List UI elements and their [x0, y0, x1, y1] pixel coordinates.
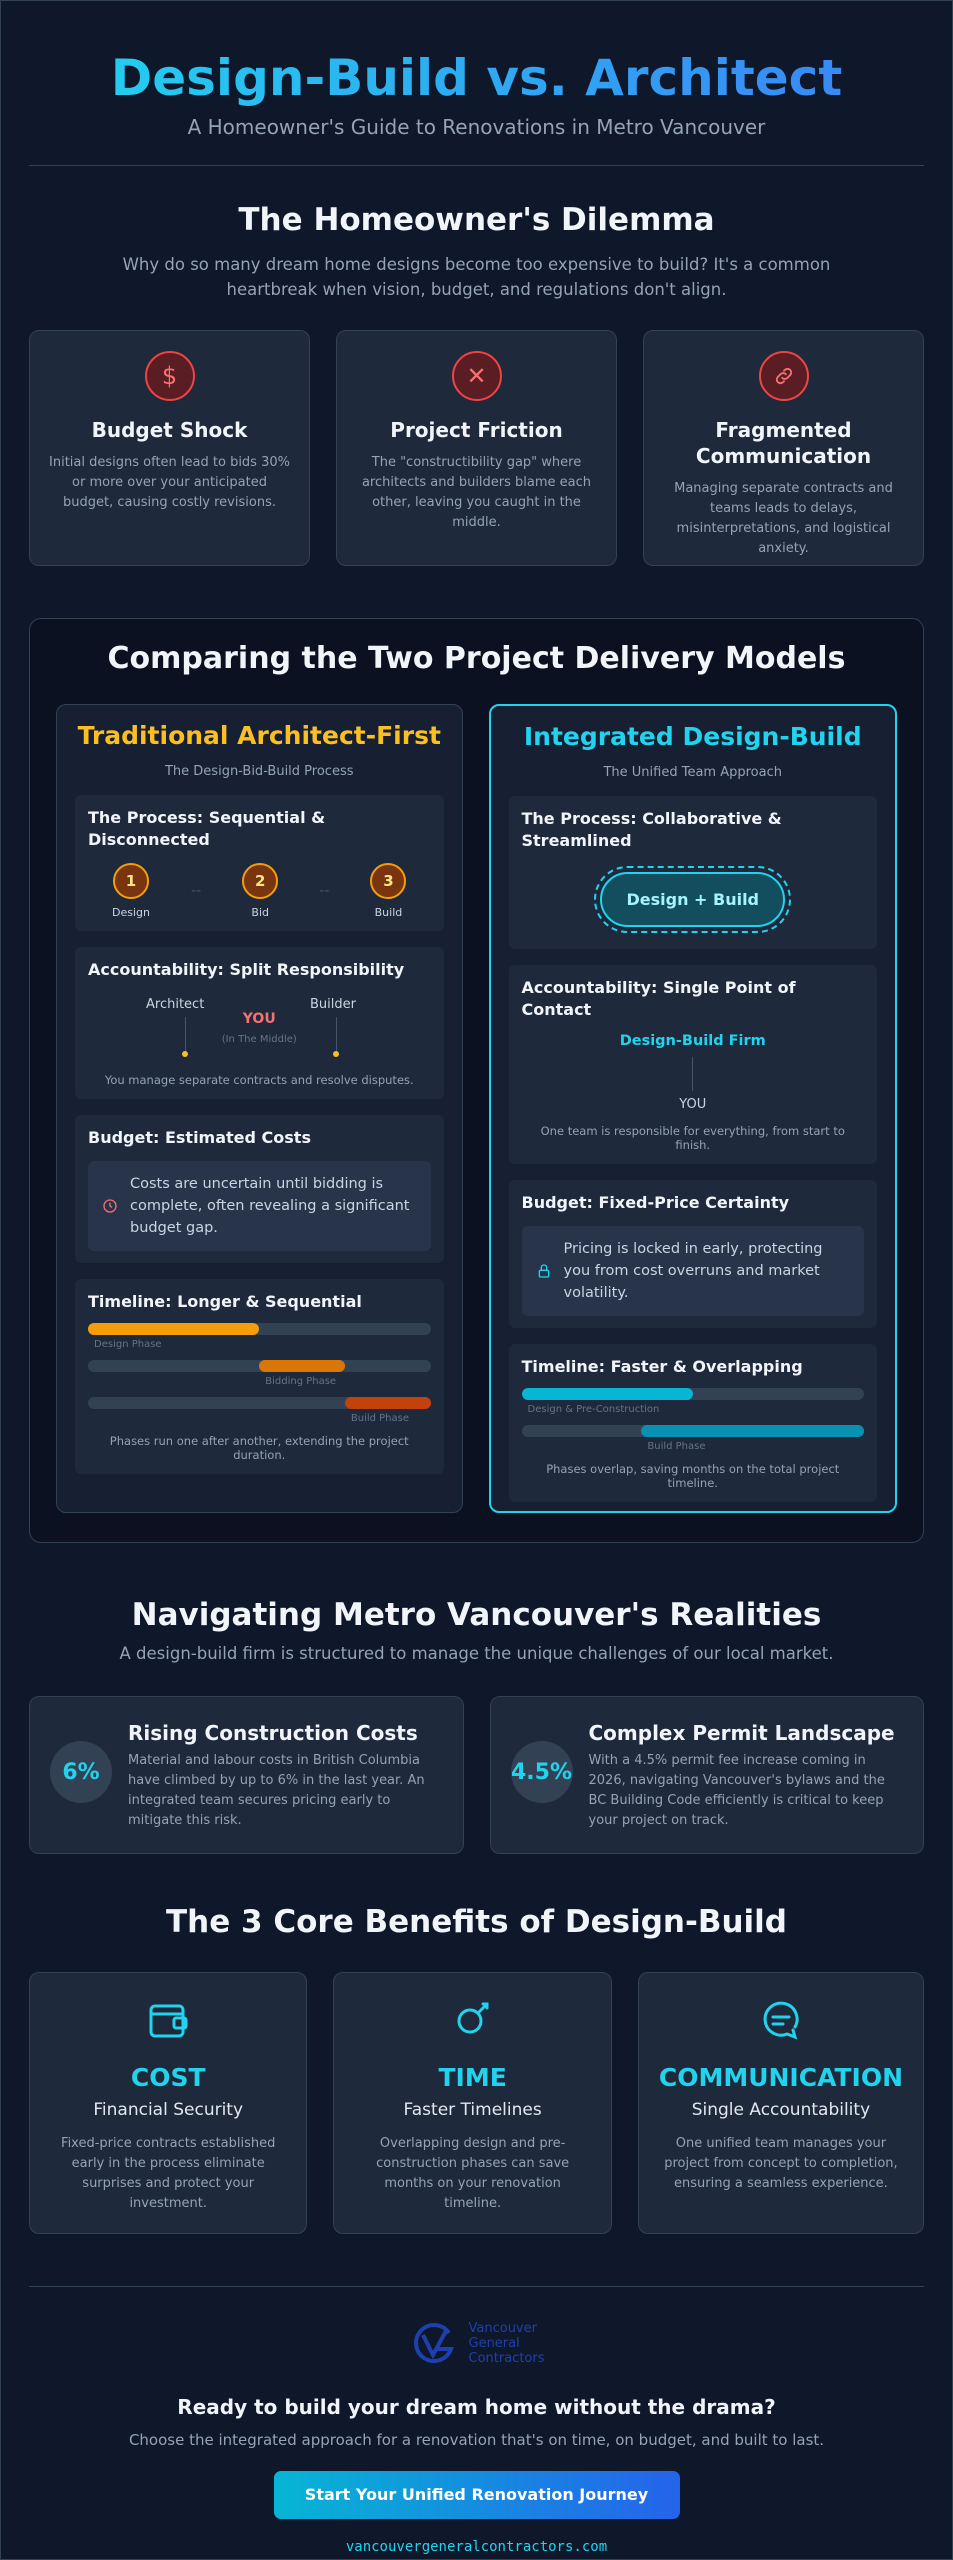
- design-build-pill: [594, 866, 791, 933]
- step-label: Build: [374, 906, 403, 919]
- budget-text: Pricing is locked in early, protecting you from cost overruns and market volatility.: [563, 1241, 823, 1301]
- timeline-bar-fill: [88, 1323, 259, 1335]
- logo-mark-icon: [409, 2317, 461, 2369]
- page-subtitle: A Homeowner's Guide to Renovations in Metro Vancouver: [187, 115, 766, 139]
- step-number: 3: [370, 863, 406, 899]
- block-title: Accountability: Single Point of Contact: [521, 978, 796, 1019]
- design-build-tag: The Unified Team Approach: [603, 765, 782, 780]
- start-journey-button[interactable]: Start Your Unified Renovation Journey: [274, 2471, 680, 2519]
- budget-callout: [522, 1226, 865, 1316]
- card-text: With a 4.5% permit fee increase coming in 2026, navigating Vancouver's bylaws and the BC Building Code efficiently is critical to keep your project on track.: [588, 1753, 885, 1828]
- benefit-title: COST: [130, 2063, 206, 2092]
- benefit-text: One unified team manages your project from concept to completion, ensuring a seamless experience.: [664, 2136, 898, 2191]
- company-logo: [29, 2317, 924, 2369]
- you-sublabel: (In The Middle): [221, 1034, 297, 1045]
- traditional-timeline-block: [75, 1279, 444, 1474]
- block-title: Timeline: Longer & Sequential: [88, 1292, 362, 1311]
- dilemma-title: The Homeowner's Dilemma: [238, 202, 715, 238]
- step-connector: --: [319, 883, 330, 899]
- link-icon: [759, 351, 809, 401]
- timeline-bar-fill: [522, 1388, 693, 1400]
- realities-title: Navigating Metro Vancouver's Realities: [131, 1597, 822, 1633]
- benefit-text: Overlapping design and pre-construction phases can save months on your renovation timeline.: [376, 2136, 570, 2211]
- compare-section: [29, 618, 924, 1543]
- design-build-column: [489, 704, 898, 1513]
- connector-dot: [333, 1051, 339, 1057]
- process-steps: [88, 863, 431, 919]
- timeline-bars: [522, 1388, 865, 1452]
- block-note: Phases overlap, saving months on the total project timeline.: [546, 1462, 840, 1490]
- traditional-tag: The Design-Bid-Build Process: [164, 764, 354, 779]
- you-label: YOU: [679, 1097, 707, 1112]
- block-title: Budget: Fixed-Price Certainty: [521, 1193, 790, 1212]
- step-number: 1: [113, 863, 149, 899]
- traditional-process-block: [75, 795, 444, 931]
- you-label: YOU: [242, 1011, 276, 1027]
- architect-label: Architect: [146, 997, 205, 1012]
- card-title: Budget Shock: [91, 418, 248, 442]
- benefit-card-cost: [29, 1972, 307, 2234]
- realities-desc: A design-build firm is structured to manage the unique challenges of our local market.: [119, 1644, 834, 1663]
- page-title: Design-Build vs. Architect: [29, 47, 924, 109]
- divider: [29, 2286, 924, 2287]
- budget-text: Costs are uncertain until bidding is complete, often revealing a significant budget gap.: [130, 1176, 410, 1236]
- block-note: One team is responsible for everything, from start to finish.: [540, 1124, 845, 1152]
- website-link[interactable]: vancouvergeneralcontractors.com: [345, 2539, 608, 2555]
- card-text: The "constructibility gap" where architects and builders blame each other, leaving you caught in the middle.: [361, 455, 592, 530]
- timeline-bars: [88, 1323, 431, 1424]
- pill-label: Design + Build: [600, 872, 785, 927]
- timeline-bar: [88, 1397, 431, 1409]
- benefits-title: The 3 Core Benefits of Design-Build: [165, 1904, 787, 1940]
- step-number: 2: [242, 863, 278, 899]
- connector-line: [692, 1057, 693, 1091]
- design-build-process-block: [509, 796, 878, 949]
- design-build-title: Integrated Design-Build: [523, 722, 862, 751]
- header: [29, 1, 924, 139]
- timeline-bar: [88, 1360, 431, 1372]
- split-responsibility-diagram: [88, 987, 431, 1069]
- dilemma-card-project-friction: [336, 330, 617, 566]
- dilemma-section: [29, 166, 924, 566]
- step-label: Bid: [251, 906, 270, 919]
- lock-icon: [536, 1263, 552, 1279]
- block-title: Accountability: Split Responsibility: [88, 960, 405, 979]
- cta-desc: Choose the integrated approach for a renovation that's on time, on budget, and built to last.: [128, 2431, 825, 2449]
- benefits-section: [29, 1904, 924, 2234]
- card-text: Initial designs often lead to bids 30% or more over your anticipated budget, causing costly revisions.: [49, 455, 290, 510]
- chat-icon: [757, 1997, 805, 2045]
- reality-card-permits: [490, 1696, 925, 1854]
- step-connector: --: [191, 883, 202, 899]
- card-text: Material and labour costs in British Columbia have climbed by up to 6% in the last year. An integrated team secures pricing early to mitigate this risk.: [128, 1753, 425, 1828]
- connector-dot: [182, 1051, 188, 1057]
- block-note: You manage separate contracts and resolve disputes.: [104, 1073, 414, 1087]
- builder-label: Builder: [310, 997, 356, 1012]
- timeline-bar: [522, 1388, 865, 1400]
- benefit-subtitle: Single Accountability: [691, 2100, 871, 2120]
- timeline-bar-label: Design & Pre-Construction: [527, 1404, 660, 1415]
- benefit-subtitle: Financial Security: [93, 2100, 244, 2120]
- timeline-bar-label: Design Phase: [94, 1339, 162, 1350]
- traditional-budget-block: [75, 1115, 444, 1263]
- benefit-title: TIME: [438, 2063, 507, 2092]
- card-title: Complex Permit Landscape: [588, 1721, 895, 1745]
- benefit-subtitle: Faster Timelines: [403, 2100, 542, 2120]
- block-note: Phases run one after another, extending the project duration.: [109, 1434, 409, 1462]
- traditional-column: [56, 704, 463, 1513]
- card-title: Rising Construction Costs: [128, 1721, 418, 1745]
- step-design: [112, 863, 150, 919]
- step-build: [370, 863, 406, 919]
- timeline-bar-fill: [259, 1360, 345, 1372]
- benefit-text: Fixed-price contracts established early in the process eliminate surprises and protect your investment.: [61, 2136, 276, 2211]
- stat-badge: 6%: [50, 1741, 112, 1803]
- logo-line: Contractors: [468, 2350, 545, 2366]
- connector-line: [185, 1017, 186, 1053]
- realities-section: [29, 1597, 924, 1854]
- dollar-icon: $: [145, 351, 195, 401]
- pill-wrap: [522, 866, 865, 933]
- timeline-bar-label: Build Phase: [350, 1413, 410, 1424]
- benefit-title: COMMUNICATION: [658, 2063, 904, 2092]
- timeline-bar-fill: [641, 1425, 864, 1437]
- block-title: The Process: Collaborative & Streamlined: [521, 809, 782, 850]
- stat-badge: 4.5%: [511, 1741, 573, 1803]
- dilemma-card-fragmented-communication: [643, 330, 924, 566]
- budget-callout: [88, 1161, 431, 1251]
- logo-line: General: [468, 2335, 520, 2351]
- card-text: Managing separate contracts and teams leads to delays, misinterpretations, and logistical anxiety.: [674, 481, 893, 556]
- dilemma-desc: Why do so many dream home designs become too expensive to build? It's a common heartbreak when vision, budget, and regulations don't align.: [122, 255, 831, 299]
- cta-title: Ready to build your dream home without the drama?: [177, 2395, 776, 2419]
- you-in-middle: [222, 1011, 297, 1046]
- traditional-title: Traditional Architect-First: [77, 721, 441, 750]
- traditional-accountability-block: [75, 947, 444, 1099]
- firm-label: Design-Build Firm: [619, 1033, 766, 1049]
- timeline-bar-label: Build Phase: [647, 1441, 706, 1452]
- x-icon: ✕: [452, 351, 502, 401]
- timeline-bar: [88, 1323, 431, 1335]
- design-build-budget-block: [509, 1180, 878, 1328]
- connector-line: [336, 1017, 337, 1053]
- stopwatch-icon: [449, 1997, 497, 2045]
- benefit-card-communication: [638, 1972, 924, 2234]
- step-bid: [242, 863, 278, 919]
- footer: [29, 2317, 924, 2555]
- step-label: Design: [112, 906, 150, 919]
- timeline-bar: [522, 1425, 865, 1437]
- timeline-bar-label: Bidding Phase: [265, 1376, 337, 1387]
- compare-title: Comparing the Two Project Delivery Models: [107, 641, 846, 676]
- logo-line: Vancouver: [468, 2320, 537, 2336]
- benefit-card-time: [333, 1972, 611, 2234]
- design-build-timeline-block: [509, 1344, 878, 1502]
- timeline-bar-fill: [345, 1397, 431, 1409]
- reality-card-costs: [29, 1696, 464, 1854]
- block-title: Budget: Estimated Costs: [88, 1128, 311, 1147]
- dilemma-card-budget-shock: [29, 330, 310, 566]
- card-title: Project Friction: [390, 418, 563, 442]
- block-title: Timeline: Faster & Overlapping: [521, 1357, 803, 1376]
- logo-text: [469, 2321, 545, 2366]
- clock-icon: [102, 1198, 118, 1214]
- card-title: Fragmented Communication: [695, 418, 872, 468]
- design-build-accountability-block: [509, 965, 878, 1164]
- block-title: The Process: Sequential & Disconnected: [88, 808, 326, 849]
- wallet-icon: [144, 1997, 192, 2045]
